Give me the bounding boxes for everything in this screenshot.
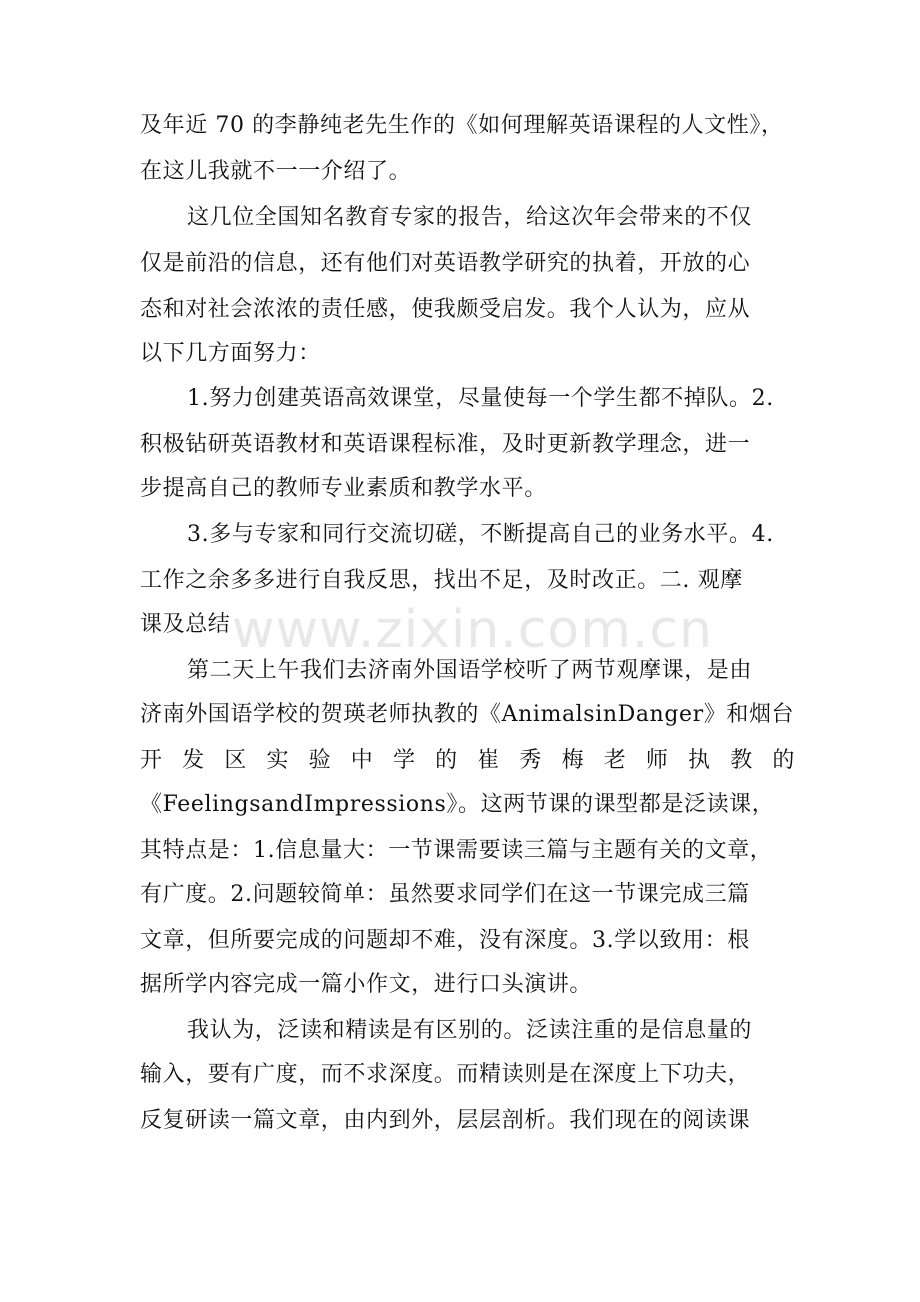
text-line: 积极钻研英语教材和英语课程标准，及时更新教学理念，进一 [140,432,751,457]
spread-char: 执 [688,748,711,773]
spread-char: 发 [182,748,205,773]
text-line: 有广度。2.问题较简单：虽然要求同学们在这一节课完成三篇 [140,882,750,907]
text-line: 在这儿我就不一一介绍了。 [140,159,412,184]
text-line: 《FeelingsandImpressions》。这两节课的课型都是泛读课， [140,792,775,817]
watermark: www.zixin.com.cn [232,600,713,660]
text-line: 仅是前沿的信息，还有他们对英语教学研究的执着，开放的心 [140,251,751,276]
text-line: 及年近 70 的李静纯老先生作的《如何理解英语课程的人文性》， [140,113,784,138]
text-line: 济南外国语学校的贺瑛老师执教的《AnimalsinDanger》和烟台 [140,702,795,727]
text-line-justified [140,746,795,776]
text-line: 3.多与专家和同行交流切磋，不断提高自己的业务水平。4. [187,522,774,547]
text-line: 态和对社会浓浓的责任感，使我颇受启发。我个人认为，应从 [140,297,751,322]
spread-char: 开 [140,748,163,773]
spread-char: 秀 [519,748,543,773]
text-line: 课及总结 [140,612,231,637]
text-line: 其特点是：1.信息量大：一节课需要读三篇与主题有关的文章， [140,838,773,863]
text-line: 工作之余多多进行自我反思，找出不足，及时改正。二. 观摩 [140,568,743,593]
spread-char: 区 [224,748,247,773]
spread-char: 的 [772,748,795,773]
spread-char: 教 [730,748,753,773]
spread-char: 实 [266,748,290,773]
text-line: 文章，但所要完成的问题却不难，没有深度。3.学以致用：根 [140,928,750,953]
spread-char: 学 [392,748,416,773]
text-line: 据所学内容完成一篇小作文，进行口头演讲。 [140,972,593,997]
spread-char: 老 [603,748,627,773]
spread-char: 验 [308,748,332,773]
text-line: 反复研读一篇文章，由内到外，层层剖析。我们现在的阅读课 [140,1108,751,1133]
spread-char: 梅 [561,748,585,773]
text-line: 这几位全国知名教育专家的报告，给这次年会带来的不仅 [187,205,753,230]
text-line: 以下几方面努力： [140,341,321,366]
spread-char: 的 [435,748,458,773]
text-line: 步提高自己的教师专业素质和教学水平。 [140,476,547,501]
text-line: 我认为，泛读和精读是有区别的。泛读注重的是信息量的 [187,1018,753,1043]
text-line: 1.努力创建英语高效课堂，尽量使每一个学生都不掉队。2. [187,386,774,411]
spread-char: 崔 [477,748,500,773]
spread-char: 中 [350,748,374,773]
text-line: 输入，要有广度，而不求深度。而精读则是在深度上下功夫， [140,1062,751,1087]
text-line: 第二天上午我们去济南外国语学校听了两节观摩课，是由 [187,658,753,683]
spread-char: 师 [645,748,669,773]
